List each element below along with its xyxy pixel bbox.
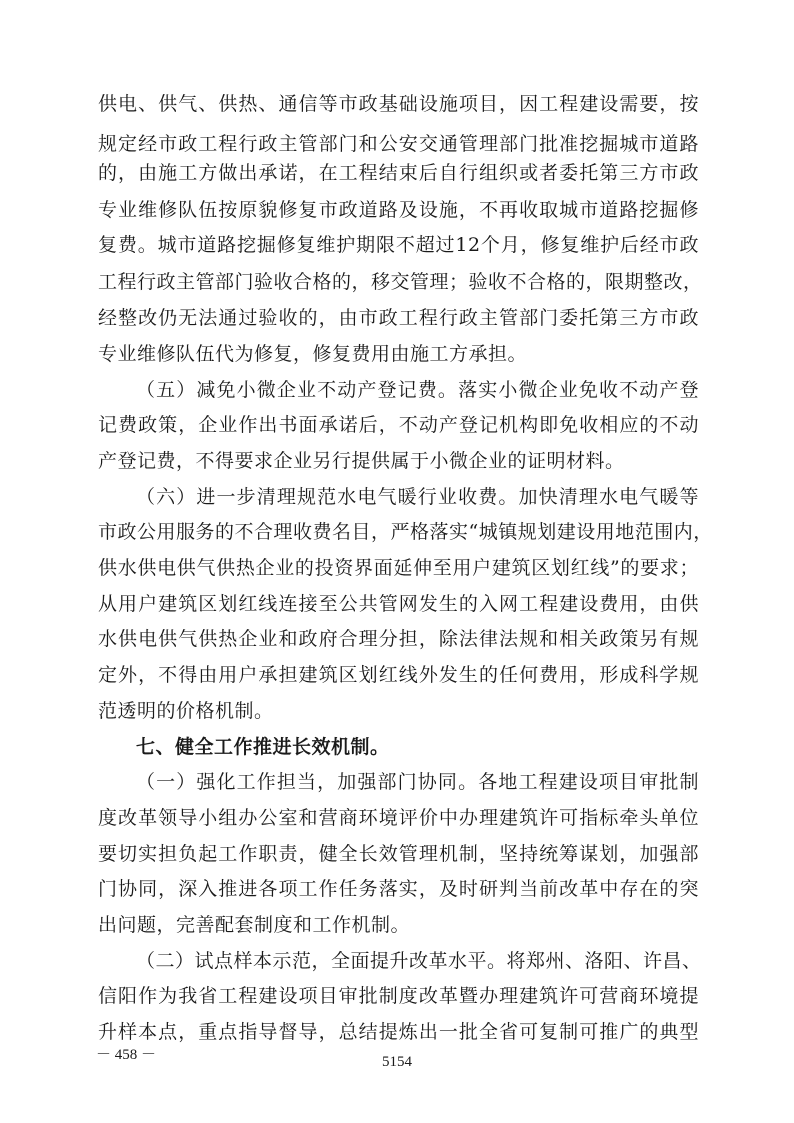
paragraph-4-line-5: 出问题，完善配套制度和工作机制。 bbox=[98, 914, 411, 936]
paragraph-2-line-1: （五）减免小微企业不动产登记费。落实小微企业免收不动产登 bbox=[136, 379, 699, 401]
paragraph-1-line-4: 专业维修队伍按原貌修复市政道路及设施，不再收取城市道路挖掘修 bbox=[98, 199, 699, 221]
paragraph-1-line-7: 经整改仍无法通过验收的，由市政工程行政主管部门委托第三方市政 bbox=[98, 307, 699, 329]
paragraph-5-line-3: 升样本点，重点指导督导，总结提炼出一批全省可复制可推广的典型 bbox=[98, 1021, 699, 1043]
section-heading-seven: 七、健全工作推进长效机制。 bbox=[136, 736, 390, 758]
paragraph-1-line-6: 工程行政主管部门验收合格的，移交管理；验收不合格的，限期整改， bbox=[98, 271, 703, 293]
paragraph-2-line-2: 记费政策，企业作出书面承诺后，不动产登记机构即免收相应的不动 bbox=[98, 414, 699, 436]
paragraph-1-line-2: 规定经市政工程行政主管部门和公安交通管理部门批准挖掘城市道路 bbox=[98, 133, 699, 155]
paragraph-5-line-2: 信阳作为我省工程建设项目审批制度改革暨办理建筑许可营商环境提 bbox=[98, 985, 699, 1007]
paragraph-4-line-2: 度改革领导小组办公室和营商环境评价中办理建筑许可指标牵头单位 bbox=[98, 807, 699, 829]
paragraph-4-line-1: （一）强化工作担当，加强部门协同。各地工程建设项目审批制 bbox=[136, 771, 699, 793]
paragraph-1-line-5: 复费。城市道路挖掘修复维护期限不超过12个月，修复维护后经市政 bbox=[98, 234, 699, 256]
paragraph-2-line-3: 产登记费，不得要求企业另行提供属于小微企业的证明材料。 bbox=[98, 450, 625, 472]
paragraph-4-line-3: 要切实担负起工作职责，健全长效管理机制，坚持统筹谋划，加强部 bbox=[98, 843, 699, 865]
paragraph-3-line-4: 从用户建筑区划红线连接至公共管网发生的入网工程建设费用，由供 bbox=[98, 593, 699, 615]
page-label: － 458 － bbox=[96, 1047, 157, 1063]
paragraph-3-line-6: 定外，不得由用户承担建筑区划红线外发生的任何费用，形成科学规 bbox=[98, 664, 699, 686]
paragraph-1-line-8: 专业维修队伍代为修复，修复费用由施工方承担。 bbox=[98, 343, 528, 365]
paragraph-4-line-4: 门协同，深入推进各项工作任务落实，及时研判当前改革中存在的突 bbox=[98, 878, 699, 900]
paragraph-1-line-1: 供电、供气、供热、通信等市政基础设施项目，因工程建设需要，按 bbox=[98, 93, 699, 115]
paragraph-3-line-7: 范透明的价格机制。 bbox=[98, 700, 274, 722]
page-number: 5154 bbox=[382, 1054, 412, 1070]
paragraph-3-line-3: 供水供电供气供热企业的投资界面延伸至用户建筑区划红线”的要求； bbox=[98, 557, 699, 579]
paragraph-3-line-2: 市政公用服务的不合理收费名目，严格落实“城镇规划建设用地范围内， bbox=[98, 521, 713, 543]
paragraph-1-line-3: 的，由施工方做出承诺，在工程结束后自行组织或者委托第三方市政 bbox=[98, 162, 699, 184]
paragraph-5-line-1: （二）试点样本示范，全面提升改革水平。将郑州、洛阳、许昌、 bbox=[136, 950, 702, 972]
paragraph-3-line-5: 水供电供气供热企业和政府合理分担，除法律法规和相关政策另有规 bbox=[98, 628, 699, 650]
paragraph-3-line-1: （六）进一步清理规范水电气暖行业收费。加快清理水电气暖等 bbox=[136, 486, 699, 508]
